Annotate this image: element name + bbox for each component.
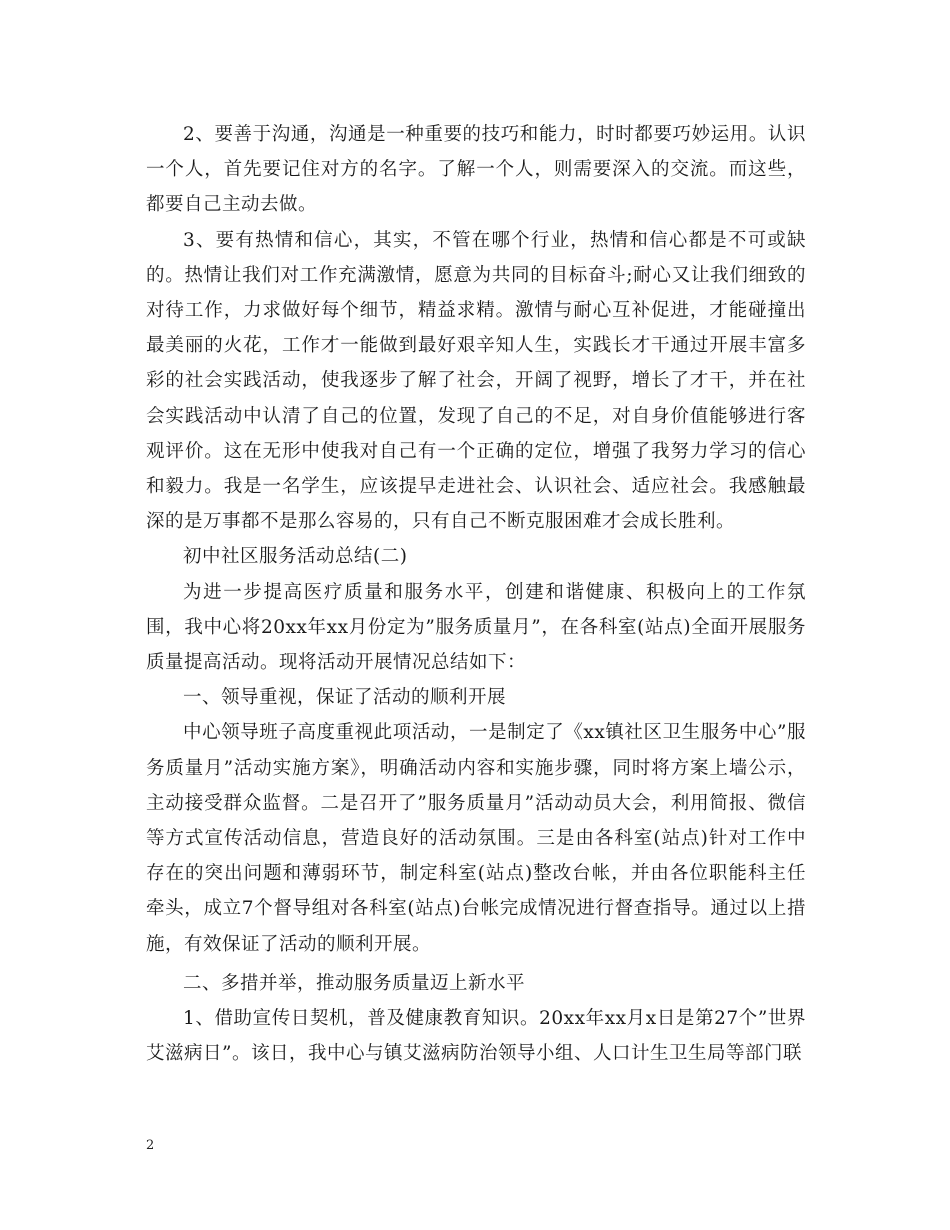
heading-leadership: 一、领导重视，保证了活动的顺利开展 [183,687,507,709]
paragraph-health-education: 1、借助宣传日契机，普及健康教育知识。20xx年xx月x日是第27个”世界艾滋病日”。该日，我中心与镇艾滋病防治领导小组、人口计生卫生局等部门联 [146,1008,806,1065]
page-number: 2 [146,1138,155,1153]
paragraph-communication: 2、要善于沟通，沟通是一种重要的技巧和能力，时时都要巧妙运用。认识一个人，首先要记住对方的名字。了解一个人，则需要深入的交流。而这些，都要自己主动去做。 [146,124,806,216]
paragraph-introduction: 为进一步提高医疗质量和服务水平，创建和谐健康、积极向上的工作氛围，我中心将20xx年xx月份定为”服务质量月”，在各科室(站点)全面开展服务质量提高活动。现将活动开展情况总结如下： [146,581,806,674]
paragraph-leadership-measures: 中心领导班子高度重视此项活动，一是制定了《xx镇社区卫生服务中心”服务质量月”活动实施方案》，明确活动内容和实施步骤，同时将方案上墙公示，主动接受群众监督。二是召开了”服务质量月”活动动员大会，利用简报、微信等方式宣传活动信息，营造良好的活动氛围。三是由各科室(站点)针对工作中存在的突出问题和薄弱环节，制定科室(站点)整改台帐，并由各位职能科主任牵头，成立7个督导组对各科室(站点)台帐完成情况进行督查指导。通过以上措施，有效保证了活动的顺利开展。 [146,722,806,955]
section-title-summary-two: 初中社区服务活动总结(二) [183,546,408,568]
document-body [146,117,806,1071]
heading-multiple-measures: 二、多措并举，推动服务质量迈上新水平 [183,972,526,994]
paragraph-passion-confidence: 3、要有热情和信心，其实，不管在哪个行业，热情和信心都是不可或缺的。热情让我们对工作充满激情，愿意为共同的目标奋斗;耐心又让我们细致的对待工作，力求做好每个细节，精益求精。激情与耐心互补促进，才能碰撞出最美丽的火花，工作才一能做到最好艰辛知人生，实践长才干通过开展丰富多彩的社会实践活动，使我逐步了解了社会，开阔了视野，增长了才干，并在社会实践活动中认清了自己的位置，发现了自己的不足，对自身价值能够进行客观评价。这在无形中使我对自己有一个正确的定位，增强了我努力学习的信心和毅力。我是一名学生，应该提早走进社会、认识社会、适应社会。我感触最深的是万事都不是那么容易的，只有自己不断克服困难才会成长胜利。 [146,229,806,533]
